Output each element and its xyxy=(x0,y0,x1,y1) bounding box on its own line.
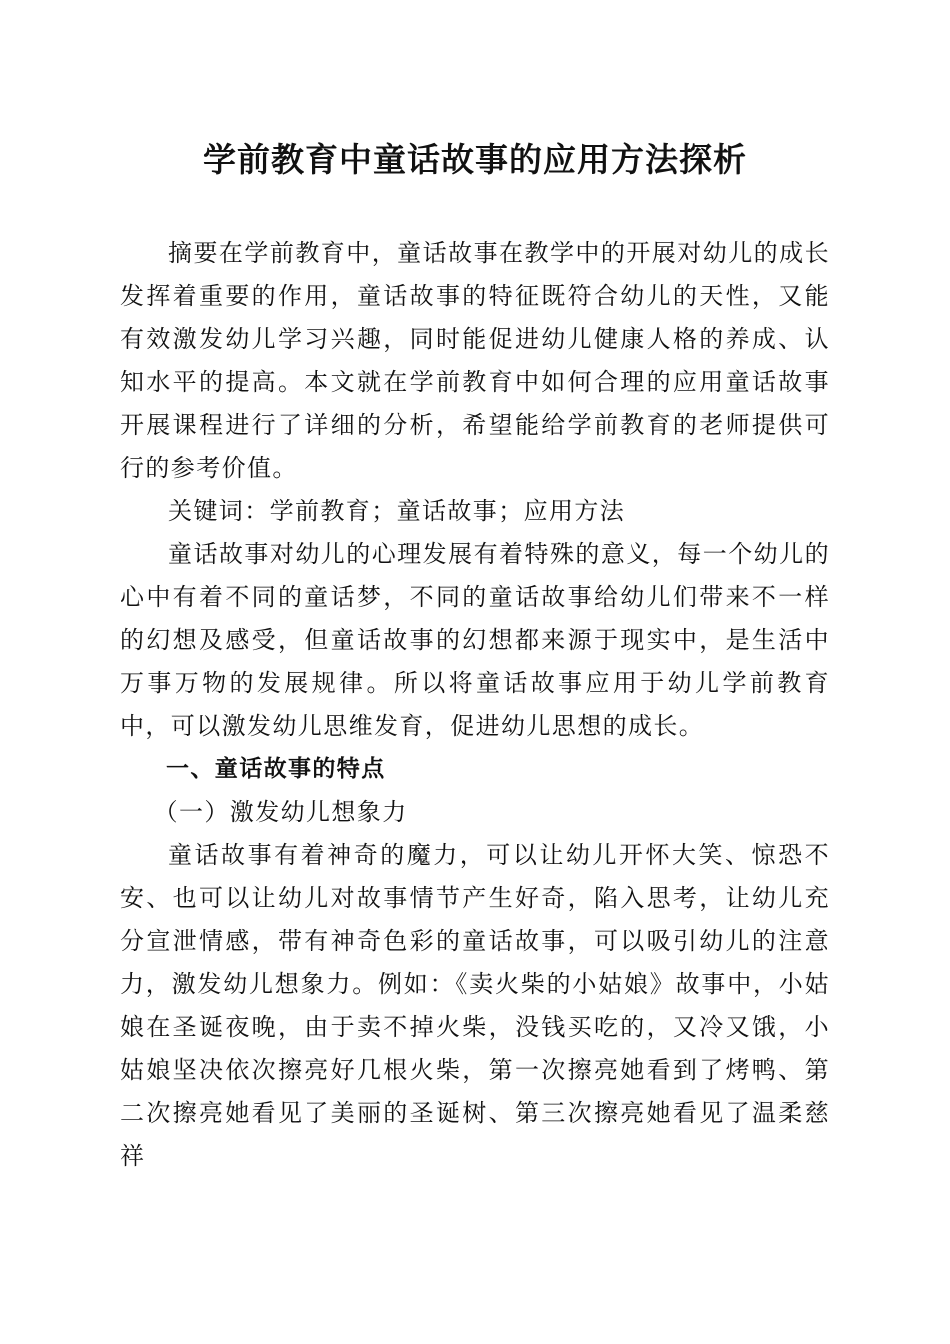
subsection-paragraph: 童话故事有着神奇的魔力，可以让幼儿开怀大笑、惊恐不安、也可以让幼儿对故事情节产生好奇，陷入思考，让幼儿充分宣泄情感，带有神奇色彩的童话故事，可以吸引幼儿的注意力，激发幼儿想象力。例如：《卖火柴的小姑娘》故事中，小姑娘在圣诞夜晚，由于卖不掉火柴，没钱买吃的，又冷又饿，小姑娘坚决依次擦亮好几根火柴，第一次擦亮她看到了烤鸭、第二次擦亮她看见了美丽的圣诞树、第三次擦亮她看见了温柔慈祥 xyxy=(120,841,830,1170)
abstract-paragraph: 摘要在学前教育中，童话故事在教学中的开展对幼儿的成长发挥着重要的作用，童话故事的特征既符合幼儿的天性，又能有效激发幼儿学习兴趣，同时能促进幼儿健康人格的养成、认知水平的提高。本文就在学前教育中如何合理的应用童话故事开展课程进行了详细的分析，希望能给学前教育的老师提供可行的参考价值。 xyxy=(120,239,830,482)
subsection-heading: （一）激发幼儿想象力 xyxy=(153,798,408,826)
document-body xyxy=(120,232,830,1178)
section-heading: 一、童话故事的特点 xyxy=(166,756,386,782)
keywords-line: 关键词：学前教育；童话故事；应用方法 xyxy=(168,497,626,525)
intro-paragraph: 童话故事对幼儿的心理发展有着特殊的意义，每一个幼儿的心中有着不同的童话梦，不同的童话故事给幼儿们带来不一样的幻想及感受，但童话故事的幻想都来源于现实中，是生活中万事万物的发展规律。所以将童话故事应用于幼儿学前教育中，可以激发幼儿思维发育，促进幼儿思想的成长。 xyxy=(120,540,830,740)
document-title: 学前教育中童话故事的应用方法探析 xyxy=(203,140,747,179)
